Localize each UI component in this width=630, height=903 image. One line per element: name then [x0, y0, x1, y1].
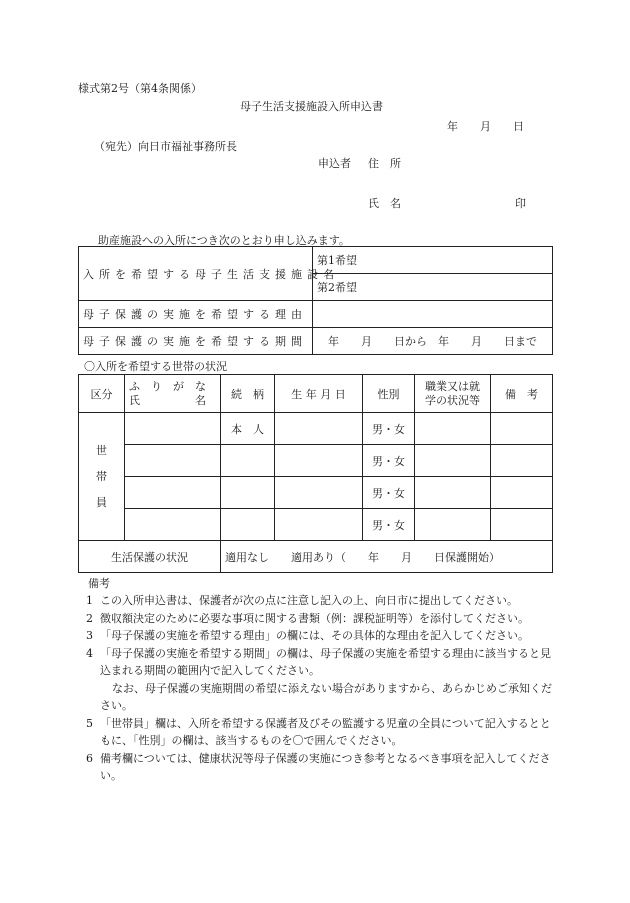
facility-choice-1[interactable]: 第1希望: [313, 247, 553, 274]
member-birth-field[interactable]: [275, 509, 363, 541]
note-item: [86, 715, 556, 750]
header-relation: 続 柄: [221, 375, 275, 413]
member-remarks-field[interactable]: [491, 413, 553, 445]
member-category-label: [79, 413, 125, 541]
note-text: この入所申込書は、保護者が次の点に注意し記入の上、向日市に提出してください。: [100, 594, 518, 607]
seal-mark: 印: [515, 197, 526, 210]
note-number: 3: [86, 629, 93, 642]
member-remarks-field[interactable]: [491, 509, 553, 541]
note-item: [86, 610, 556, 628]
member-remarks-field[interactable]: [491, 445, 553, 477]
facility-label: 入所を希望する母子生活支援施設名: [79, 247, 313, 301]
member-sex-field[interactable]: 男・女: [363, 509, 415, 541]
header-occupation: [415, 375, 491, 413]
reason-field[interactable]: [313, 301, 553, 328]
member-label-char: 世: [96, 443, 107, 457]
header-sex: 性別: [363, 375, 415, 413]
member-row: [79, 445, 553, 477]
member-relation-self: 本 人: [221, 413, 275, 445]
note-text: 「母子保護の実施を希望する期間」の欄は、母子保護の実施を希望する理由に該当すると見込まれる期間の範囲内で記入してください。: [100, 646, 551, 677]
member-sex-field[interactable]: 男・女: [363, 445, 415, 477]
household-section-title: 〇入所を希望する世帯の状況: [84, 360, 227, 373]
welfare-status-label: 生活保護の状況: [79, 541, 221, 573]
header-fullname: 氏 名: [129, 393, 206, 407]
applicant-label: 申込者: [318, 157, 351, 170]
note-text: 備考欄については、健康状況等母子保護の実施につき参考となるべき事項を記入してください。: [100, 751, 551, 782]
member-sex-field[interactable]: 男・女: [363, 477, 415, 509]
member-birth-field[interactable]: [275, 413, 363, 445]
member-relation-field[interactable]: [221, 477, 275, 509]
form-number: 様式第2号（第4条関係）: [78, 82, 202, 95]
member-name-field[interactable]: [125, 509, 221, 541]
reason-label: 母子保護の実施を希望する理由: [79, 301, 313, 328]
note-text: 徴収額決定のために必要な事項に関する書類（例：課税証明等）を添付してください。: [100, 611, 529, 625]
member-name-field[interactable]: [125, 445, 221, 477]
member-birth-field[interactable]: [275, 445, 363, 477]
member-remarks-field[interactable]: [491, 477, 553, 509]
member-relation-field[interactable]: [221, 445, 275, 477]
member-row: [79, 509, 553, 541]
note-item: [86, 592, 556, 610]
member-label-char: 員: [96, 495, 107, 509]
period-label: 母子保護の実施を希望する期間: [79, 328, 313, 355]
member-relation-field[interactable]: [221, 509, 275, 541]
member-occupation-field[interactable]: [415, 477, 491, 509]
note-number: 6: [86, 751, 93, 765]
header-category: 区分: [79, 375, 125, 413]
member-label-char: 帯: [96, 469, 107, 483]
date-line: 年 月 日: [447, 120, 524, 133]
address-label: 住 所: [368, 157, 401, 170]
addressee: （宛先）向日市福祉事務所長: [94, 140, 237, 153]
welfare-status-field[interactable]: 適用なし 適用あり（ 年 月 日保護開始）: [221, 541, 553, 573]
name-label: 氏 名: [368, 197, 401, 210]
note-text: 「世帯員」欄は、入所を希望する保護者及びその監護する児童の全員について記入するとともに、「性別」の欄は、該当するものを〇で囲んでください。: [100, 716, 551, 747]
notes-list: [86, 592, 556, 785]
application-table: [78, 246, 553, 355]
note-number: 2: [86, 611, 93, 625]
member-row: [79, 413, 553, 445]
note-text: 「母子保護の実施を希望する理由」の欄には、その具体的な理由を記入してください。: [100, 629, 529, 642]
header-furigana: ふ り が な: [129, 379, 206, 393]
member-sex-field[interactable]: 男・女: [363, 413, 415, 445]
member-occupation-field[interactable]: [415, 413, 491, 445]
member-occupation-field[interactable]: [415, 445, 491, 477]
member-birth-field[interactable]: [275, 477, 363, 509]
note-number: 5: [86, 716, 93, 730]
member-occupation-field[interactable]: [415, 509, 491, 541]
note-item: [86, 627, 556, 645]
period-field[interactable]: 年 月 日から 年 月 日まで: [313, 328, 553, 355]
note-continuation: なお、母子保護の実施期間の希望に添えない場合がありますから、あらかじめご承知ください。: [100, 681, 552, 712]
member-name-field[interactable]: [125, 477, 221, 509]
member-row: [79, 477, 553, 509]
header-name: [125, 375, 221, 413]
header-occupation-line1: 職業又は就: [425, 379, 480, 393]
note-number: 1: [86, 594, 93, 607]
note-item: [86, 645, 556, 715]
header-birthdate: 生 年 月 日: [275, 375, 363, 413]
document-title: 母子生活支援施設入所申込書: [240, 100, 383, 113]
household-table: [78, 374, 553, 573]
note-item: [86, 750, 556, 785]
notes-heading: 備考: [88, 577, 110, 590]
note-number: 4: [86, 646, 93, 660]
header-remarks: 備 考: [491, 375, 553, 413]
intro-sentence: 助産施設への入所につき次のとおり申し込みます。: [98, 234, 350, 247]
facility-choice-2[interactable]: 第2希望: [313, 274, 553, 301]
header-occupation-line2: 学の状況等: [425, 393, 480, 407]
member-name-field[interactable]: [125, 413, 221, 445]
